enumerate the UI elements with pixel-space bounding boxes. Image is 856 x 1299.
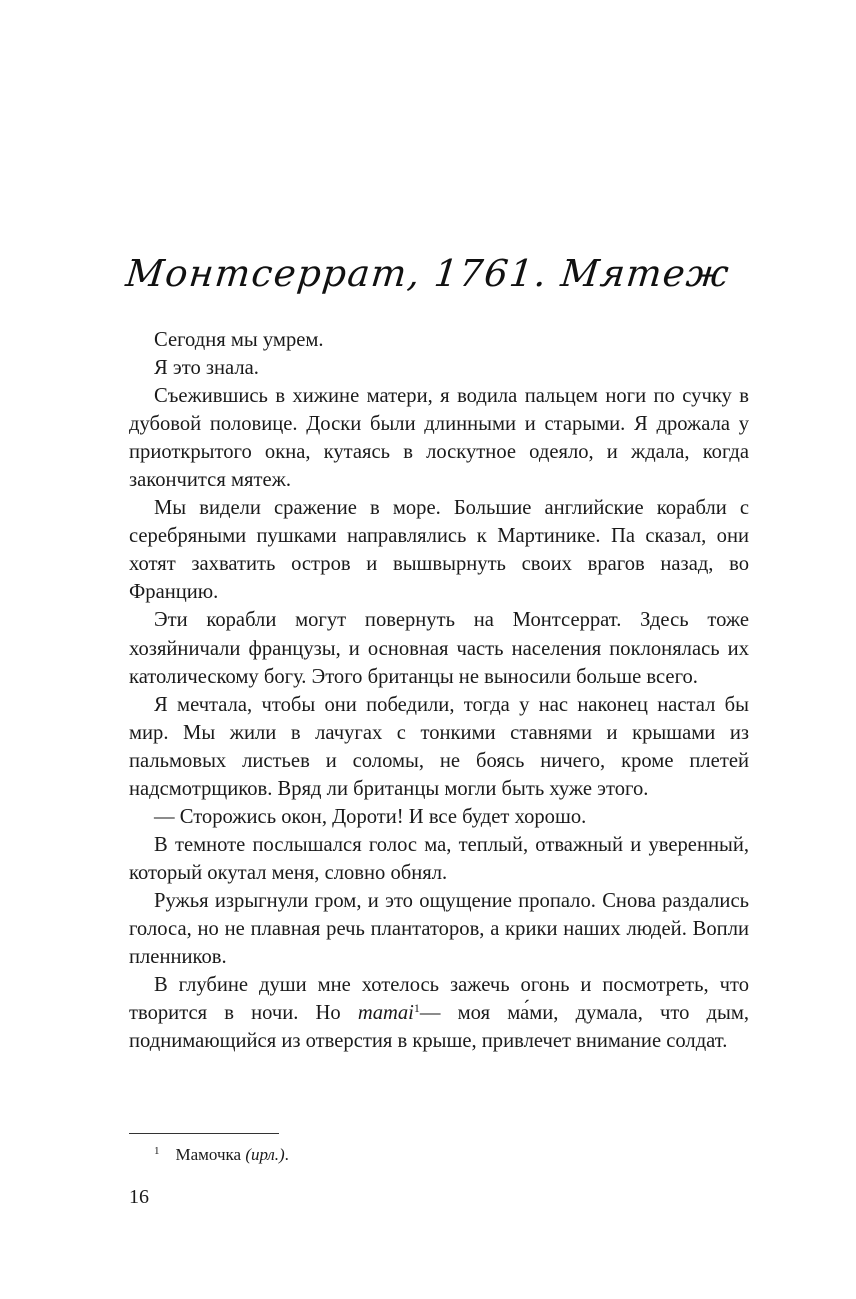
paragraph: Мы видели сражение в море. Большие английские корабли с серебряными пушками направлялись к Мартинике. Па сказал, они хотят захватить остров и вышвырнуть своих врагов назад, во Францию. bbox=[129, 497, 749, 604]
paragraph: Сегодня мы умрем. bbox=[154, 329, 324, 351]
paragraph: Я мечтала, чтобы они победили, тогда у нас наконец настал бы мир. Мы жили в лачугах с тонкими ставнями и крышами из пальмовых листьев и соломы, не боясь ничего, кроме плетей надсмотрщиков. Вряд ли британцы могли быть хуже этого. bbox=[129, 693, 749, 800]
footnote-reference: 1 bbox=[413, 1001, 420, 1016]
footnote-end: . bbox=[284, 1145, 289, 1164]
paragraph-text: В глубине души мне хотелось зажечь огонь и посмотреть, что творится в ночи. Но bbox=[129, 974, 749, 1025]
paragraph: Эти корабли могут повернуть на Монтсеррат. Здесь тоже хозяйничали французы, и основная часть населения поклонялась их католическому богу. Этого британцы не выносили больше всего. bbox=[129, 609, 749, 688]
footnote-marker: 1 bbox=[154, 1145, 160, 1157]
paragraph-with-footnote bbox=[129, 971, 749, 1055]
paragraph: Ружья изрыгнули гром, и это ощущение пропало. Снова раздались голоса, но не плавная речь плантаторов, а крики наших людей. Вопли пленников. bbox=[129, 889, 749, 969]
paragraph: Я это знала. bbox=[154, 357, 259, 380]
footnote-text: Мамочка bbox=[175, 1145, 246, 1164]
footnote bbox=[154, 1140, 289, 1166]
paragraph-dialogue: — Сторожись окон, Дороти! И все будет хорошо. bbox=[154, 805, 587, 828]
footnote-divider bbox=[129, 1133, 279, 1134]
foreign-term: mamai bbox=[357, 1002, 414, 1025]
footnote-language-note: (ирл.) bbox=[245, 1145, 285, 1164]
chapter-title: Монтсеррат, 1761. Мятеж bbox=[123, 252, 733, 295]
paragraph: В темноте послышался голос ма, теплый, отважный и уверенный, который окутал меня, словно обнял. bbox=[129, 833, 749, 884]
paragraph-text: — моя ма́ми, думала, что дым, поднимающийся из отверстия в крыше, привлечет внимание солдат. bbox=[129, 1002, 750, 1053]
page-number: 16 bbox=[129, 1186, 149, 1208]
body-text bbox=[129, 326, 749, 1055]
paragraph: Съежившись в хижине матери, я водила пальцем ноги по сучку в дубовой половице. Доски были длинными и старыми. Я дрожала у приоткрытого окна, кутаясь в лоскутное одеяло, и ждала, когда закончится мятеж. bbox=[129, 385, 749, 492]
